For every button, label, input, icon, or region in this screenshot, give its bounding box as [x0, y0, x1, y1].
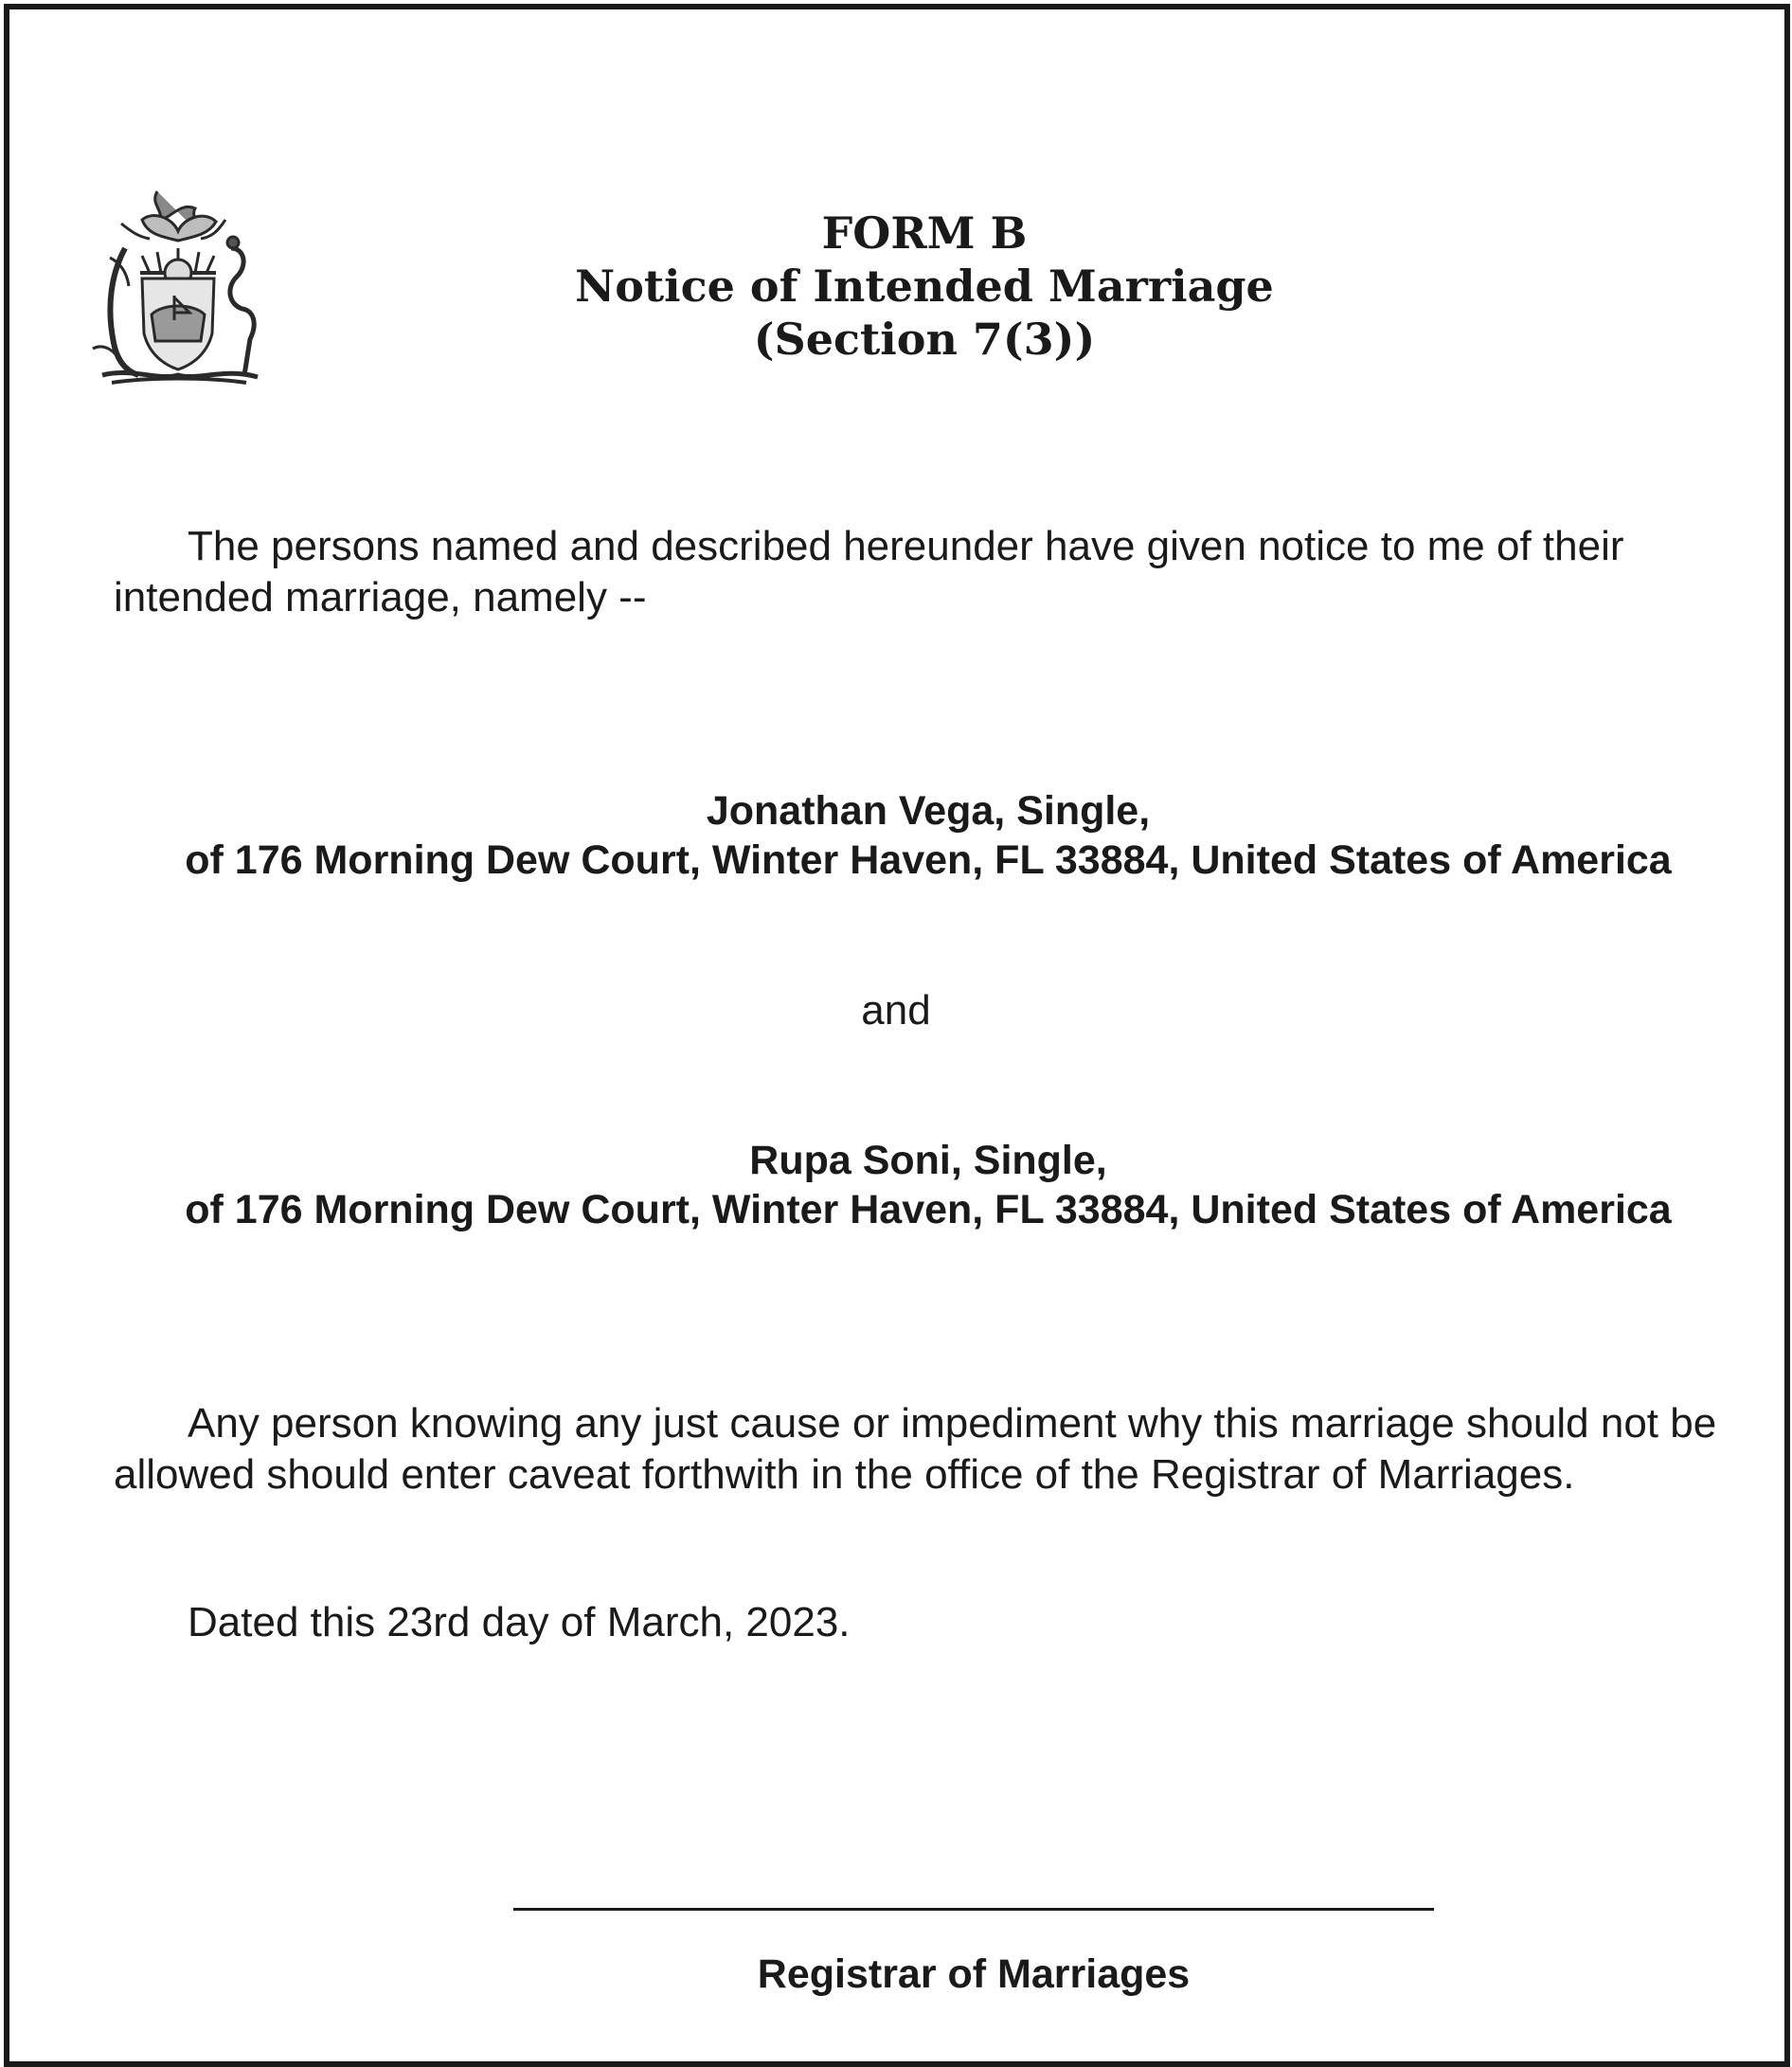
intro-paragraph: The persons named and described hereunder have given notice to me of their intended marriage, namely --: [114, 523, 1624, 620]
party-two-name: Rupa Soni, Single,: [749, 1138, 1107, 1183]
section-reference: (Section 7(3)): [753, 314, 1096, 365]
conjunction: and: [861, 987, 931, 1034]
caveat-paragraph: Any person knowing any just cause or impediment why this marriage should not be allowed should enter caveat forthwith in the office of the Registrar of Marriages.: [114, 1400, 1717, 1498]
party-one-address: of 176 Morning Dew Court, Winter Haven, FL 33884, United States of America: [185, 837, 1672, 883]
signature-line: [513, 1908, 1434, 1911]
registrar-title: Registrar of Marriages: [757, 1951, 1191, 1997]
party-two-address: of 176 Morning Dew Court, Winter Haven, FL 33884, United States of America: [185, 1187, 1672, 1232]
document-title: Notice of Intended Marriage: [575, 261, 1274, 312]
party-one-name: Jonathan Vega, Single,: [706, 788, 1151, 834]
dated-line: Dated this 23rd day of March, 2023.: [188, 1599, 851, 1645]
form-label: FORM B: [821, 207, 1028, 259]
